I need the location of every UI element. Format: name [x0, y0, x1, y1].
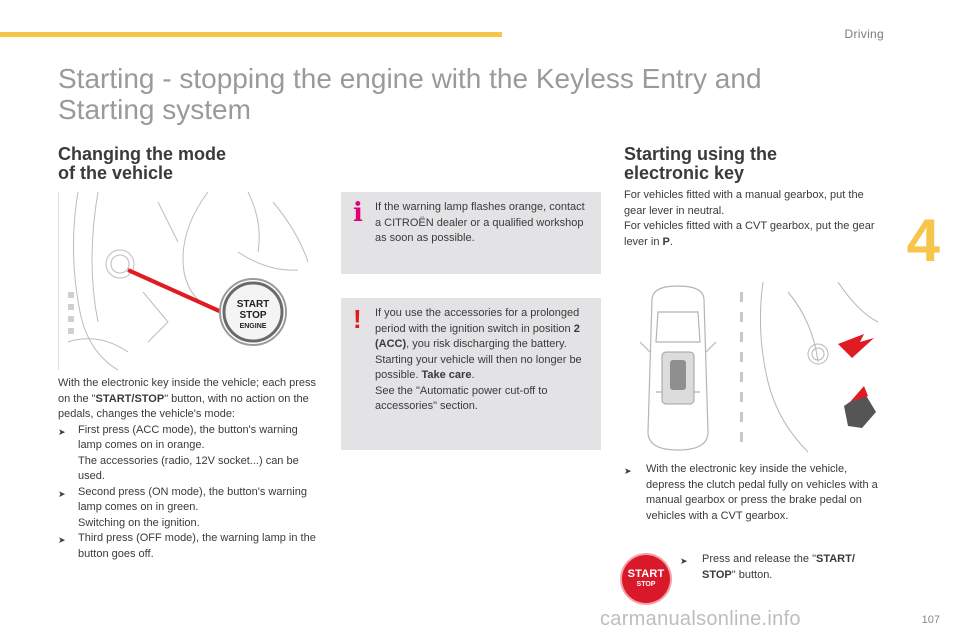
bullet-icon: ➤ [58, 488, 66, 499]
list-item: ➤ Third press (OFF mode), the warning lamp in the button goes off. [58, 531, 320, 562]
mode-intro: With the electronic key inside the vehicle; each press on the "START/STOP" button, with no action on the pedals, changes the vehicle's mode: [58, 377, 317, 420]
watermark: carmanualsonline.info [600, 608, 801, 630]
heading-changing-mode: Changing the mode of the vehicle [58, 144, 226, 183]
page-title: Starting - stopping the engine with the Keyless Entry and Starting system [58, 63, 762, 125]
illustration-stop-label: STOP [239, 310, 267, 321]
list-item: ➤ Second press (ON mode), the button's warning lamp comes on in green. Switching on the ignition. [58, 485, 320, 532]
illustration-engine-label: ENGINE [239, 323, 267, 330]
bullet-icon: ➤ [624, 466, 632, 476]
warning-notice: ! If you use the accessories for a prolonged period with the ignition switch in position 2 (ACC), you risk discharging the battery. Starting your vehicle will then no longer be possible. Take care. See the "Automatic power cut-off to accessories" section. [341, 298, 601, 450]
dashboard-start-button-illustration [58, 192, 318, 370]
bullet-icon: ➤ [680, 556, 688, 566]
heading-starting-key: Starting using the electronic key [624, 144, 777, 183]
warning-icon: ! [353, 304, 362, 334]
bullet-icon: ➤ [58, 535, 66, 545]
list-item: ➤ First press (ACC mode), the button's warning lamp comes on in orange. The accessories (radio, 12V socket...) can be used. [58, 423, 320, 485]
list-item: ➤ Press and release the "START/ STOP" button. [680, 552, 886, 583]
chapter-number: 4 [906, 207, 940, 274]
mode-description [58, 376, 320, 562]
gearbox-instructions: For vehicles fitted with a manual gearbox, put the gear lever in neutral. For vehicles fitted with a CVT gearbox, put the gear lever in P. [624, 189, 875, 248]
info-icon: i [353, 198, 363, 228]
list-item: ➤ With the electronic key inside the vehicle, depress the clutch pedal fully on vehicles with a manual gearbox or press the brake pedal on vehicles with a CVT gearbox. [624, 462, 886, 524]
bullet-icon: ➤ [58, 426, 66, 437]
section-color-bar [0, 32, 502, 37]
start-stop-button-icon: START STOP [622, 555, 670, 603]
page-number: 107 [921, 614, 940, 626]
illustration-start-label: START [236, 299, 270, 310]
section-label: Driving [844, 27, 884, 41]
info-notice: i If the warning lamp flashes orange, contact a CITROËN dealer or a qualified workshop as soon as possible. [341, 192, 601, 274]
car-key-illustration [638, 282, 886, 454]
